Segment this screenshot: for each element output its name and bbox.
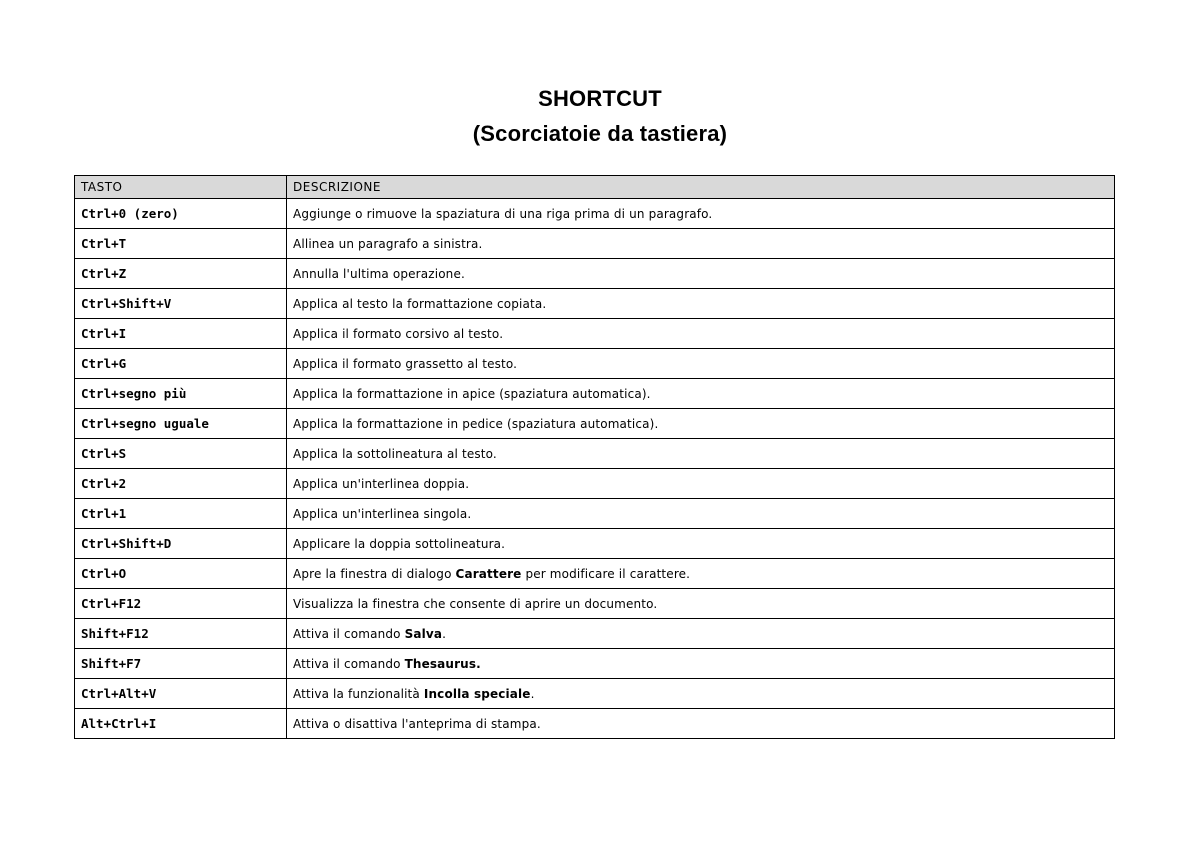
shortcut-key: Ctrl+segno uguale xyxy=(75,409,287,439)
table-row xyxy=(75,649,1115,679)
shortcut-description xyxy=(287,499,1115,529)
description-text: Apre la finestra di dialogo xyxy=(293,566,456,581)
shortcut-description xyxy=(287,259,1115,289)
shortcut-key: Ctrl+T xyxy=(75,229,287,259)
description-text: Applica un'interlinea singola. xyxy=(293,506,472,521)
shortcut-key: Ctrl+segno più xyxy=(75,379,287,409)
shortcut-description xyxy=(287,559,1115,589)
shortcut-description xyxy=(287,379,1115,409)
table-row xyxy=(75,499,1115,529)
document-title: SHORTCUT xyxy=(538,86,662,111)
description-text: Applica un'interlinea doppia. xyxy=(293,476,470,491)
shortcut-description xyxy=(287,409,1115,439)
description-text: Attiva il comando xyxy=(293,626,405,641)
table-row xyxy=(75,379,1115,409)
description-text: Attiva o disattiva l'anteprima di stampa. xyxy=(293,716,541,731)
shortcut-key: Ctrl+Alt+V xyxy=(75,679,287,709)
description-text: Applica il formato grassetto al testo. xyxy=(293,356,518,371)
table-row xyxy=(75,319,1115,349)
shortcut-key: Ctrl+Z xyxy=(75,259,287,289)
header-key: TASTO xyxy=(75,176,287,199)
shortcut-description xyxy=(287,649,1115,679)
table-row xyxy=(75,529,1115,559)
description-text: Applicare la doppia sottolineatura. xyxy=(293,536,506,551)
shortcuts-table xyxy=(74,175,1115,739)
table-row xyxy=(75,469,1115,499)
description-emphasis: Salva xyxy=(404,626,443,641)
shortcut-key: Shift+F12 xyxy=(75,619,287,649)
shortcut-description xyxy=(287,589,1115,619)
shortcut-key: Ctrl+O xyxy=(75,559,287,589)
shortcut-key: Ctrl+G xyxy=(75,349,287,379)
shortcut-key: Ctrl+Shift+D xyxy=(75,529,287,559)
description-text: . xyxy=(530,686,535,701)
description-emphasis: Carattere xyxy=(455,566,522,581)
table-row xyxy=(75,229,1115,259)
description-text: Aggiunge o rimuove la spaziatura di una riga prima di un paragrafo. xyxy=(293,206,713,221)
description-text: Attiva il comando xyxy=(293,656,405,671)
shortcut-description xyxy=(287,439,1115,469)
shortcut-description xyxy=(287,679,1115,709)
table-row xyxy=(75,409,1115,439)
header-description: DESCRIZIONE xyxy=(287,176,1115,199)
description-text: Attiva la funzionalità xyxy=(293,686,424,701)
description-text: Applica il formato corsivo al testo. xyxy=(293,326,504,341)
shortcut-description xyxy=(287,709,1115,739)
table-header-row xyxy=(75,176,1115,199)
table-row xyxy=(75,559,1115,589)
description-text: . xyxy=(442,626,447,641)
shortcut-key: Ctrl+I xyxy=(75,319,287,349)
table-row xyxy=(75,199,1115,229)
shortcut-key: Ctrl+1 xyxy=(75,499,287,529)
shortcut-description xyxy=(287,289,1115,319)
table-row xyxy=(75,349,1115,379)
description-text: Visualizza la finestra che consente di aprire un documento. xyxy=(293,596,658,611)
description-text: per modificare il carattere. xyxy=(521,566,691,581)
description-text: Applica la sottolineatura al testo. xyxy=(293,446,497,461)
description-text: Allinea un paragrafo a sinistra. xyxy=(293,236,483,251)
shortcut-key: Ctrl+0 (zero) xyxy=(75,199,287,229)
table-row xyxy=(75,709,1115,739)
shortcut-key: Shift+F7 xyxy=(75,649,287,679)
shortcut-key: Ctrl+2 xyxy=(75,469,287,499)
description-text: Applica al testo la formattazione copiata. xyxy=(293,296,547,311)
table-row xyxy=(75,679,1115,709)
description-text: Applica la formattazione in apice (spaziatura automatica). xyxy=(293,386,651,401)
table-row xyxy=(75,589,1115,619)
shortcut-key: Alt+Ctrl+I xyxy=(75,709,287,739)
description-emphasis: Thesaurus. xyxy=(404,656,481,671)
table-row xyxy=(75,439,1115,469)
shortcut-key: Ctrl+S xyxy=(75,439,287,469)
description-text: Annulla l'ultima operazione. xyxy=(293,266,465,281)
shortcut-description xyxy=(287,529,1115,559)
shortcut-key: Ctrl+Shift+V xyxy=(75,289,287,319)
description-text: Applica la formattazione in pedice (spaziatura automatica). xyxy=(293,416,659,431)
shortcut-description xyxy=(287,199,1115,229)
shortcut-description xyxy=(287,319,1115,349)
table-row xyxy=(75,619,1115,649)
document-subtitle: (Scorciatoie da tastiera) xyxy=(472,121,728,146)
table-body xyxy=(75,199,1115,739)
table-row xyxy=(75,289,1115,319)
table-row xyxy=(75,259,1115,289)
shortcut-description xyxy=(287,619,1115,649)
shortcut-description xyxy=(287,469,1115,499)
shortcut-description xyxy=(287,349,1115,379)
shortcut-description xyxy=(287,229,1115,259)
description-emphasis: Incolla speciale xyxy=(423,686,531,701)
shortcut-key: Ctrl+F12 xyxy=(75,589,287,619)
